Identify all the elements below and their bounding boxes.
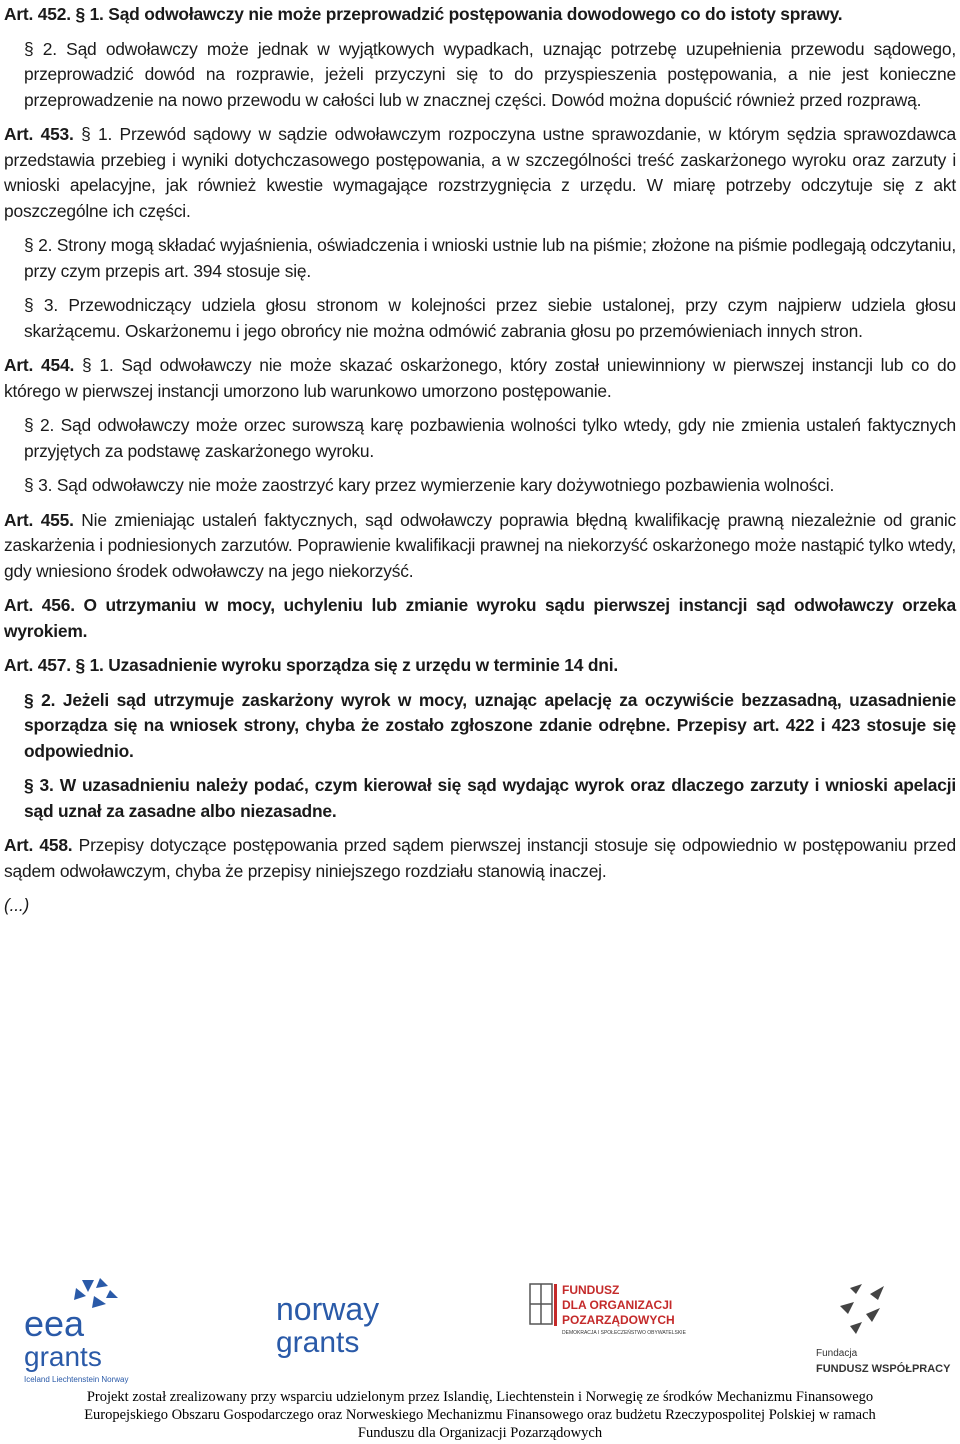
art-452-par-2: § 2. Sąd odwoławczy może jednak w wyjątkowych wypadkach, uznając potrzebę uzupełnienia przewodu sądowego, przeprowadzić dowód na rozprawie, jeżeli przyczyni się to do przyspieszenia postępowania, a nie jest konieczne przeprowadzenie na nowo przewodu w całości lub w znacznej części. Dowód można dopuścić również przed rozprawą. [24,38,956,110]
art-452-par-1: Art. 452. § 1. Sąd odwoławczy nie może przeprowadzić postępowania dowodowego co do istoty sprawy. [4,4,843,24]
footer-line-1: Projekt został zrealizowany przy wsparciu udzielonym przez Islandię, Liechtenstein i Norwegię ze środków Mechanizmu Finansowego [86,1389,874,1405]
norway-grants-logo [272,1286,392,1366]
norway-wordmark: norway [276,1291,380,1327]
fundusz-line4: DEMOKRACJA I SPOŁECZEŃSTWO OBYWATELSKIE [562,1330,686,1336]
eea-countries-text: Iceland Liechtenstein Norway [24,1375,129,1384]
art-458-heading: Art. 458. [4,835,79,855]
eea-grants-logo [22,1276,152,1386]
art-453-par-2: § 2. Strony mogą składać wyjaśnienia, oświadczenia i wnioski ustnie lub na piśmie; złożone na piśmie podlegają odczytaniu, przy czym przepis art. 394 stosuje się. [24,235,956,281]
art-454-par-2: § 2. Sąd odwoławczy może orzec surowszą karę pozbawienia wolności tylko wtedy, gdy nie zmienia ustaleń faktycznych przyjętych za podstawę zaskarżonego wyroku. [24,415,956,461]
eea-wordmark: eea [24,1303,85,1344]
footer-line-2: Europejskiego Obszaru Gospodarczego oraz Norweskiego Mechanizmu Finansowego oraz budżetu Rzeczypospolitej Polskiej w ramach [84,1407,876,1423]
fundusz-ngo-logo [526,1278,706,1358]
sponsor-logos [0,1268,960,1388]
art-457-par-1: Art. 457. § 1. Uzasadnienie wyroku sporządza się z urzędu w terminie 14 dni. [4,655,618,675]
art-456: Art. 456. O utrzymaniu w mocy, uchyleniu lub zmianie wyroku sądu pierwszej instancji sąd odwoławczy orzeka wyrokiem. [4,595,956,641]
fundacja-name: FUNDUSZ WSPÓŁPRACY [816,1363,951,1375]
art-457-par-3: § 3. W uzasadnieniu należy podać, czym kierował się sąd wydając wyrok oraz dlaczego zarzuty i wnioski apelacji sąd uznał za zasadne albo niezasadne. [24,775,956,821]
fundusz-line1: FUNDUSZ [562,1283,620,1297]
footer-note [0,1388,960,1442]
art-454-par-1-text: § 1. Sąd odwoławczy nie może skazać oskarżonego, który został uniewinniony w pierwszej instancji lub co do którego w pierwszej instancji umorzono lub warunkowo umorzono postępowanie. [4,355,956,401]
art-454-heading: Art. 454. [4,355,82,375]
birds-icon [840,1284,884,1334]
art-458-text: Przepisy dotyczące postępowania przed sądem pierwszej instancji stosuje się odpowiednio w postępowaniu przed sądem odwoławczym, chyba że przepisy niniejszego rozdziału stanowią inaczej. [4,835,956,881]
ellipsis: (...) [4,895,30,915]
art-453-par-1 [4,122,956,224]
fundusz-graphic-icon [530,1284,552,1324]
fundusz-line2: DLA ORGANIZACJI [562,1298,673,1312]
eea-grants-text: grants [24,1341,102,1372]
art-455-heading: Art. 455. [4,509,82,530]
art-455-text: Nie zmieniając ustaleń faktycznych, sąd odwoławczy poprawia błędną kwalifikację prawną niezależnie od granic zaskarżenia i podniesionych zarzutów. Poprawienie kwalifikacji prawnej na niekorzyść oskarżonego może nastąpić tylko wtedy, gdy wniesiono środek odwoławczy na jego niekorzyść. [4,509,956,581]
art-457-par-2: § 2. Jeżeli sąd utrzymuje zaskarżony wyrok w mocy, uznając apelację za oczywiście bezzasadną, uzasadnienie sporządza się na wniosek strony, chyba że zostało zgłoszone zdanie odrębne. Przepisy art. 422 i 423 stosuje się odpowiednio. [24,689,956,761]
art-455 [4,508,956,585]
fundacja-label: Fundacja [816,1348,858,1359]
art-453-par-3: § 3. Przewodniczący udziela głosu stronom w kolejności przez siebie ustalonej, przy czym najpierw udziela głosu skarżącemu. Oskarżonemu i jego obrońcy nie można odmówić zabrania głosu po przemówieniach innych stron. [24,295,956,341]
norway-grants-text: grants [276,1326,360,1359]
footer-line-3: Funduszu dla Organizacji Pozarządowych [357,1425,603,1441]
fundacja-fundusz-wspolpracy-logo [810,1280,951,1380]
document-body [4,0,956,919]
art-454-par-1 [4,353,956,404]
art-453-heading: Art. 453. [4,124,82,144]
art-453-par-1-text: § 1. Przewód sądowy w sądzie odwoławczym rozpoczyna ustne sprawozdanie, w którym sędzia sprawozdawca przedstawia przebieg i wyniki dotychczasowego postępowania, a w szczególności treść zaskarżonego wyroku oraz zarzuty i wnioski apelacyjne, jak również kwestie wymagające rozstrzygnięcia z urzędu. W miarę potrzeby odczytuje się z akt poszczególne ich części. [4,124,956,221]
art-458 [4,833,956,884]
fundusz-line3: POZARZĄDOWYCH [562,1313,675,1327]
art-454-par-3: § 3. Sąd odwoławczy nie może zaostrzyć kary przez wymierzenie kary dożywotniego pozbawienia wolności. [24,475,835,495]
